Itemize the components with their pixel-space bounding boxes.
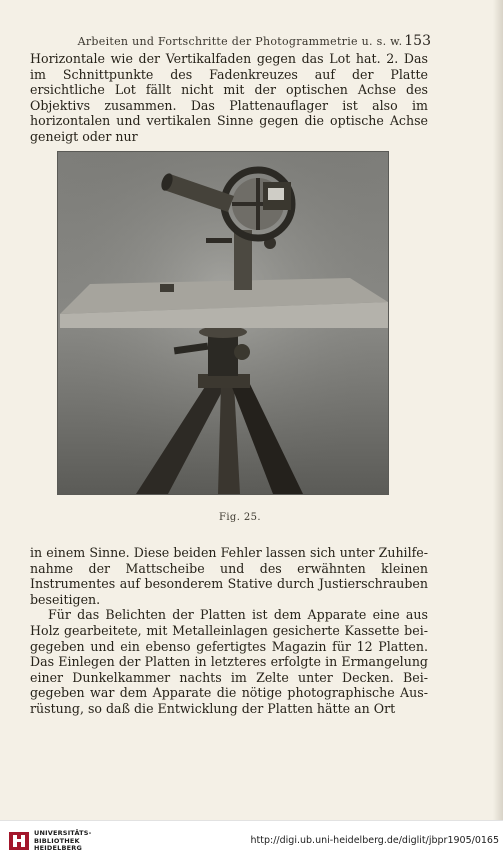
library-name-line: UNIVERSITÄTS- — [34, 829, 92, 837]
library-name-line: BIBLIOTHEK — [34, 836, 80, 845]
library-logo[interactable] — [7, 829, 31, 853]
figure-photograph — [58, 152, 388, 494]
figure-caption: Fig. 25. — [219, 512, 261, 523]
footer-bar — [0, 820, 503, 861]
paragraph-bottom-2: Für das Belichten der Platten ist dem Apparate eine aus Holz gearbeitete, mit Metalleinlagen gesicherte Kassette beigegeben und ein ebenso gefertigtes Magazin für 12 Platten. Das Einlegen der Platten in letzteres erfolgte in Ermangelung einer Dunkelkammer nachts im Zelte unter Decken. Beigegeben war dem Apparate die nötige photographische Ausrüstung, so daß die Entwicklung der Platten hätte an Ort — [30, 607, 428, 716]
theodolite-photo — [58, 152, 388, 494]
paragraph-top — [30, 51, 428, 145]
paragraph-top-text: Horizontale wie der Vertikalfaden gegen das Lot hat. 2. Das im Schnittpunkte des Fadenkreuzes auf der Platte ersichtliche Lot fällt nicht mit der optischen Achse des Objektivs zusammen. Das Plattenauflager ist also im horizontalen und vertikalen Sinne gegen die optische Achse geneigt oder nur — [30, 51, 428, 144]
paragraph-bottom-1: in einem Sinne. Diese beiden Fehler lassen sich unter Zuhilfenahme der Mattscheibe und des erwähnten kleinen Instrumentes auf besonderem Stative durch Justierschrauben beseitigen. — [30, 545, 428, 607]
library-name — [34, 830, 92, 853]
running-head: Arbeiten und Fortschritte der Photogrammetrie u. s. w. — [77, 35, 403, 48]
source-url-link[interactable]: http://digi.ub.uni-heidelberg.de/diglit/jbpr1905/0165 — [250, 835, 499, 846]
library-name-line: HEIDELBERG — [34, 844, 83, 852]
page-number: 153 — [404, 33, 431, 49]
paragraph-bottom — [30, 545, 428, 717]
library-emblem-icon — [7, 829, 31, 853]
